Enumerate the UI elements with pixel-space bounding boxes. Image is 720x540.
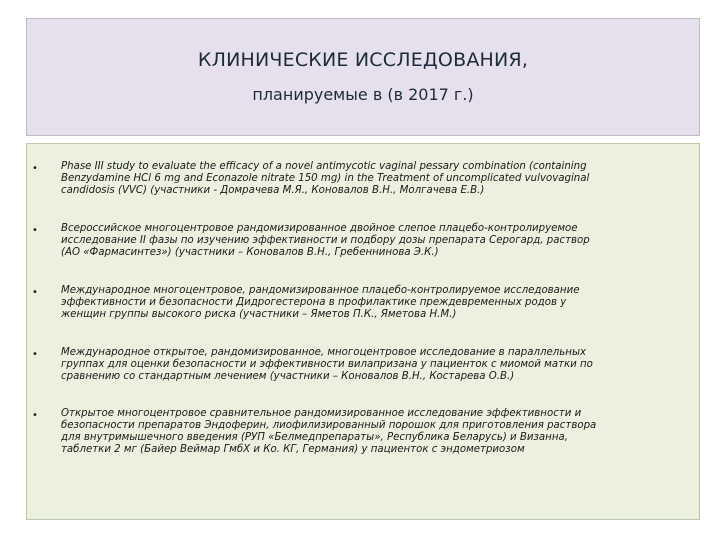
list-item-text: Всероссийское многоцентровое рандомизированное двойное слепое плацебо-контролируемое исследование II фазы по изучению эффективности и подбору дозы препарата Серогард, раствор (АО «Фармасинтез») (участники – Коновалов В.Н., Гребеннинова Э.К.) <box>61 223 590 258</box>
page-title: КЛИНИЧЕСКИЕ ИССЛЕДОВАНИЯ, <box>197 49 529 71</box>
bullet-icon: • <box>32 225 38 236</box>
bullet-icon: • <box>32 410 38 421</box>
bullet-icon: • <box>32 349 38 360</box>
content-box <box>26 143 700 520</box>
bullet-icon: • <box>32 287 38 298</box>
title-box <box>26 18 700 136</box>
page-subtitle: планируемые в (в 2017 г.) <box>252 85 474 104</box>
list-item-text: Международное открытое, рандомизированное, многоцентровое исследование в параллельных группах для оценки безопасности и эффективности вилапризана у пациенток с миомой матки по сравнению со стандартным лечением (участники – Коновалов В.Н., Костарева О.В.) <box>61 347 593 382</box>
list-item-text: Phase III study to evaluate the efficacy of a novel antimycotic vaginal pessary combination (containing Benzydamine HCl 6 mg and Econazole nitrate 150 mg) in the Treatment of uncomplicated vulvovaginal candidosis (VVC) (участники - Домрачева М.Я., Коновалов В.Н., Молгачева Е.В.) <box>61 161 590 196</box>
list-item-text: Открытое многоцентровое сравнительное рандомизированное исследование эффективности и безопасности препаратов Эндоферин, лиофилизированный порошок для приготовления раствора для внутримышечного введения (РУП «Белмедпрепараты», Республика Беларусь) и Визанна, таблетки 2 мг (Байер Веймар ГмбХ и Ко. КГ, Германия) у пациенток с эндометриозом <box>61 408 597 455</box>
list-item-text: Международное многоцентровое, рандомизированное плацебо-контролируемое исследование эффективности и безопасности Дидрогестерона в профилактике преждевременных родов у женщин группы высокого риска (участники – Яметов П.К., Яметова Н.М.) <box>61 285 580 320</box>
bullet-icon: • <box>32 163 38 174</box>
